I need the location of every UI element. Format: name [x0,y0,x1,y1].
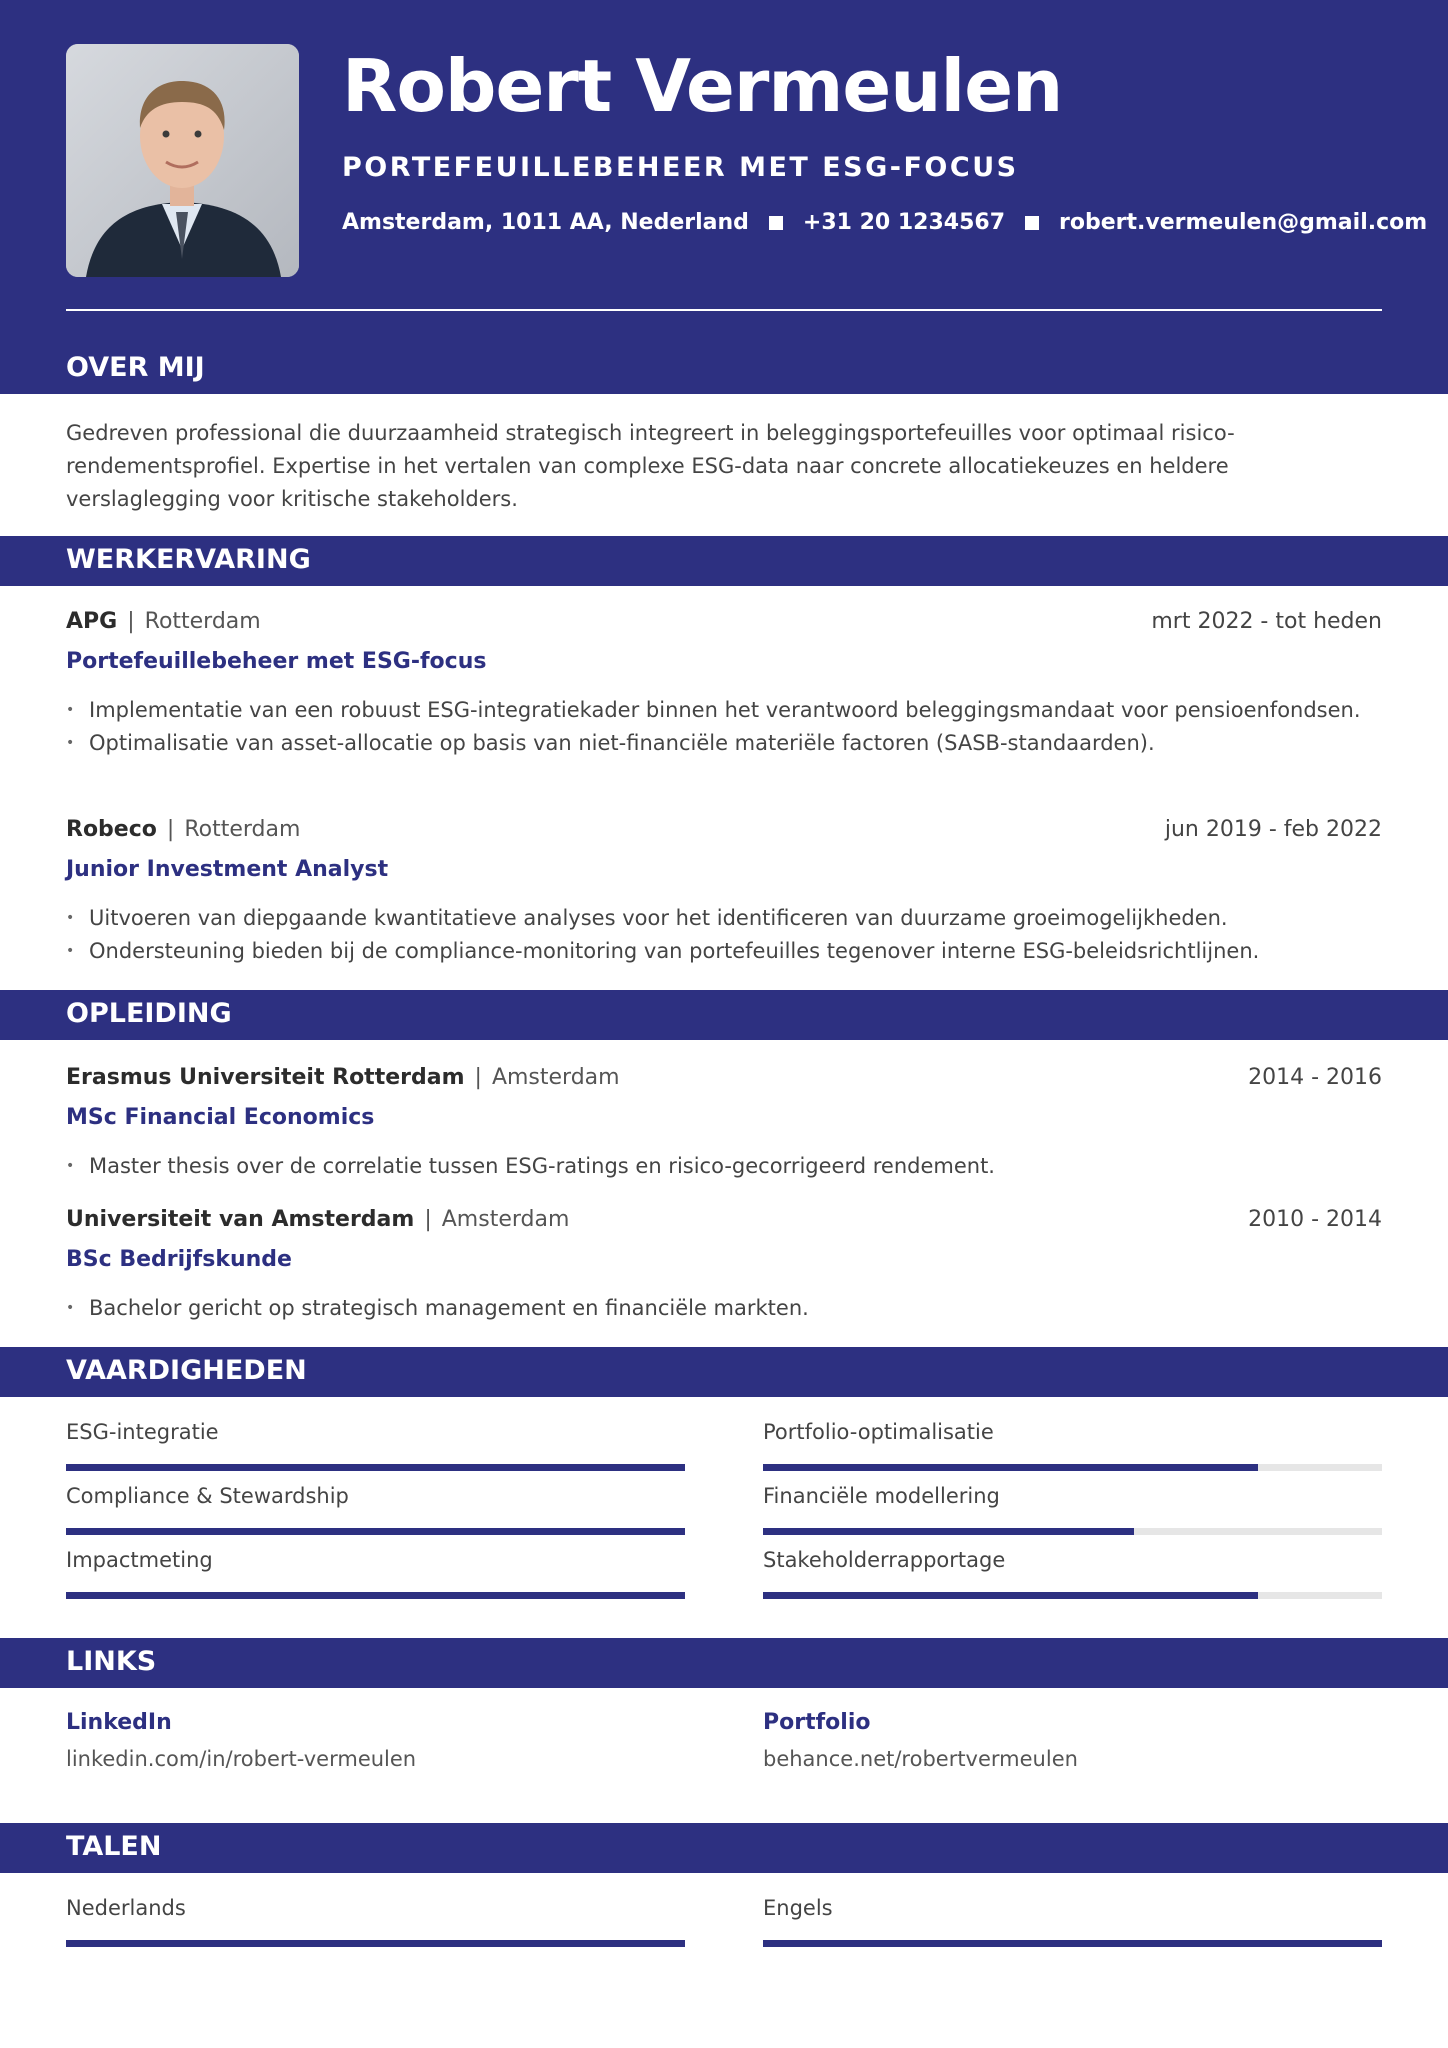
skill-level-track [66,1528,685,1535]
pipe-separator: | [474,1065,482,1090]
skill-item [763,1420,1382,1444]
skill-level-fill [66,1592,685,1599]
section-title-experience: WERKERVARING [66,544,311,575]
skill-level-fill [66,1528,685,1535]
skill-level-track [763,1592,1382,1599]
phone-text[interactable]: +31 20 1234567 [802,210,1006,235]
experience-bullets [66,902,1382,968]
skill-level-fill [66,1464,685,1471]
link-url[interactable]: behance.net/robertvermeulen [763,1747,1078,1771]
experience-entry-header [66,817,1382,847]
list-item: • Uitvoeren van diepgaande kwantitatieve analyses voor het identificeren van duurzame groeimogelijkheden. [66,902,1382,935]
section-title-languages: TALEN [66,1831,162,1862]
skill-item [763,1548,1382,1572]
skill-item [66,1548,685,1572]
job-title: Portefeuillebeheer met ESG-focus [66,649,487,674]
section-bar-experience [0,536,1448,586]
list-item: • Master thesis over de correlatie tussen ESG-ratings en risico-gecorrigeerd rendement. [66,1150,1382,1183]
link-url[interactable]: linkedin.com/in/robert-vermeulen [66,1747,417,1771]
school-name: Universiteit van Amsterdam [66,1207,415,1232]
address-text: Amsterdam, 1011 AA, Nederland [342,210,749,235]
square-bullet-icon [769,216,783,230]
list-item: • Ondersteuning bieden bij de compliance-monitoring van portefeuilles tegenover interne ESG-beleidsrichtlijnen. [66,935,1382,968]
school-location: Amsterdam [441,1207,570,1232]
study-dates: 2014 - 2016 [1248,1065,1382,1090]
employment-dates: mrt 2022 - tot heden [1151,609,1382,634]
employer-name: Robeco [66,817,157,842]
section-title-skills: VAARDIGHEDEN [66,1355,307,1386]
skill-label: Stakeholderrapportage [763,1548,1006,1572]
job-title: Junior Investment Analyst [66,857,389,882]
section-title-about: OVER MIJ [66,352,205,383]
skill-level-fill [763,1528,1134,1535]
skill-level-track [763,1528,1382,1535]
employer-location: Rotterdam [184,817,301,842]
degree-title: BSc Bedrijfskunde [66,1247,292,1272]
candidate-name: Robert Vermeulen [342,44,1063,128]
degree-title: MSc Financial Economics [66,1105,375,1130]
employer-name: APG [66,609,118,634]
section-bar-skills [0,1347,1448,1397]
employment-dates: jun 2019 - feb 2022 [1164,817,1382,842]
resume-header [0,0,1448,394]
link-title: LinkedIn [66,1710,172,1735]
experience-entry-header [66,609,1382,639]
education-entry-header [66,1065,1382,1095]
pipe-separator: | [166,817,175,842]
study-dates: 2010 - 2014 [1248,1207,1382,1232]
skill-label: Compliance & Stewardship [66,1484,349,1508]
skill-label: ESG-integratie [66,1420,219,1444]
language-level-track [763,1940,1382,1947]
section-bar-education [0,990,1448,1040]
language-item [763,1896,1382,1920]
profile-photo [66,44,299,277]
section-bar-languages [0,1823,1448,1873]
language-level-fill [763,1940,1382,1947]
skill-label: Financiële modellering [763,1484,1000,1508]
skill-level-track [66,1464,685,1471]
language-level-fill [66,1940,685,1947]
list-item: • Bachelor gericht op strategisch management en financiële markten. [66,1292,1382,1325]
skill-item [66,1484,685,1508]
school-location: Amsterdam [491,1065,620,1090]
candidate-headline: PORTEFEUILLEBEHEER MET ESG-FOCUS [342,152,1019,183]
skill-item [66,1420,685,1444]
language-level-track [66,1940,685,1947]
employer-location: Rotterdam [144,609,261,634]
skill-item [763,1484,1382,1508]
link-item-portfolio[interactable] [763,1710,1382,1771]
contact-line [342,210,1427,235]
school-name: Erasmus Universiteit Rotterdam [66,1065,465,1090]
summary-text: Gedreven professional die duurzaamheid strategisch integreert in beleggingsportefeuilles voor optimaal risico-rendementsprofiel. Expertise in het vertalen van complexe ESG-data naar concrete allocatiekeuzes en heldere verslaglegging voor kritische stakeholders. [66,421,1235,511]
skill-level-track [763,1464,1382,1471]
pipe-separator: | [127,609,135,634]
link-item-linkedin[interactable] [66,1710,685,1771]
square-bullet-icon [1025,216,1039,230]
experience-bullets [66,694,1382,760]
skill-level-track [66,1592,685,1599]
skill-level-fill [763,1592,1258,1599]
skill-label: Portfolio-optimalisatie [763,1420,994,1444]
list-item: • Implementatie van een robuust ESG-integratiekader binnen het verantwoord beleggingsmandaat voor pensioenfondsen. [66,694,1382,727]
section-title-education: OPLEIDING [66,998,232,1029]
list-item: • Optimalisatie van asset-allocatie op basis van niet-financiële materiële factoren (SASB-standaarden). [66,727,1382,760]
education-bullets [66,1150,1382,1183]
education-entry-header [66,1207,1382,1237]
language-label: Nederlands [66,1896,186,1920]
link-title: Portfolio [763,1710,871,1735]
skill-label: Impactmeting [66,1548,213,1572]
language-label: Engels [763,1896,833,1920]
education-bullets [66,1292,1382,1325]
language-item [66,1896,685,1920]
pipe-separator: | [424,1207,432,1232]
person-portrait-icon [66,44,299,277]
email-text[interactable]: robert.vermeulen@gmail.com [1059,210,1428,235]
section-title-links: LINKS [66,1646,157,1677]
section-bar-links [0,1638,1448,1688]
skill-level-fill [763,1464,1258,1471]
header-divider [66,309,1382,311]
